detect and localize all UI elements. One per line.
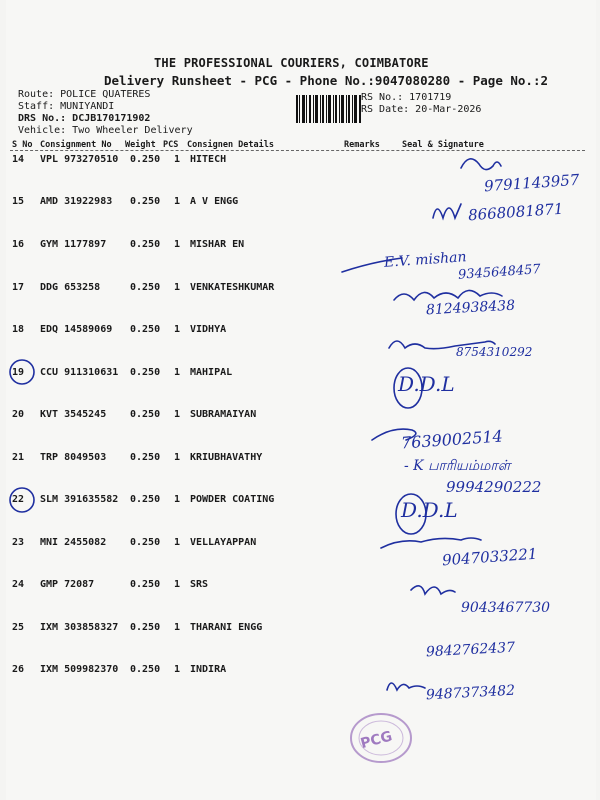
- handwritten-phone-15: 8668081871: [467, 199, 564, 225]
- col-sno: S No: [12, 140, 33, 150]
- row-weight: 0.250: [130, 239, 161, 250]
- row-consignment: GYM 1177897: [40, 239, 107, 250]
- row-weight: 0.250: [130, 537, 161, 548]
- row-pcs: 1: [174, 537, 181, 548]
- signature-26: [387, 683, 425, 690]
- row-consignment: IXM 509982370: [40, 664, 119, 675]
- row-pcs: 1: [174, 622, 181, 633]
- handwritten-phone-20: 7639002514: [400, 426, 504, 453]
- col-pcs: PCS: [163, 140, 179, 150]
- row-weight: 0.250: [130, 664, 161, 675]
- row-pcs: 1: [174, 239, 181, 250]
- row-sno: 21: [12, 452, 25, 463]
- row-consignment: TRP 8049503: [40, 452, 107, 463]
- row-sno: 20: [12, 409, 25, 420]
- handwritten-phone-18: 8754310292: [456, 345, 533, 359]
- row-consignee: KRIUBHAVATHY: [190, 452, 263, 463]
- row-pcs: 1: [174, 664, 181, 675]
- col-consignment: Consignment No: [40, 140, 112, 150]
- handwritten-name-16: E.V. mishan: [383, 249, 468, 271]
- circle-mark-row-19: [10, 360, 34, 384]
- signature-23: [381, 538, 481, 548]
- row-sno: 19: [12, 367, 25, 378]
- row-consignment: DDG 653258: [40, 282, 101, 293]
- row-weight: 0.250: [130, 494, 161, 505]
- row-consignee: INDIRA: [190, 664, 227, 675]
- handwritten-phone-14: 9791143957: [483, 170, 580, 196]
- row-weight: 0.250: [130, 154, 161, 165]
- stamp-text: PCG: [358, 728, 394, 753]
- signature-15: [433, 204, 461, 218]
- staff-label: Staff: MUNIYANDI: [18, 101, 115, 112]
- row-weight: 0.250: [130, 579, 161, 590]
- drs-number: DRS No.: DCJB170171902: [18, 113, 151, 124]
- row-pcs: 1: [174, 579, 181, 590]
- row-consignee: SUBRAMAIYAN: [190, 409, 257, 420]
- runsheet-page: [6, 0, 596, 800]
- row-weight: 0.250: [130, 196, 161, 207]
- vehicle-label: Vehicle: Two Wheeler Delivery: [18, 125, 193, 136]
- handwriting-strokes: [6, 0, 596, 800]
- row-sno: 22: [12, 494, 25, 505]
- runsheet-title: Delivery Runsheet - PCG - Phone No.:9047080280 - Page No.:2: [104, 73, 549, 88]
- row-pcs: 1: [174, 324, 181, 335]
- handwritten-phone-25: 9842762437: [425, 639, 516, 661]
- handwritten-ddl-19: D.D.L: [398, 372, 455, 396]
- row-pcs: 1: [174, 196, 181, 207]
- row-pcs: 1: [174, 154, 181, 165]
- row-weight: 0.250: [130, 324, 161, 335]
- handwritten-name-21: - K பாரியம்மாள்: [404, 458, 511, 474]
- row-consignment: CCU 911310631: [40, 367, 119, 378]
- row-sno: 23: [12, 537, 25, 548]
- company-name: THE PROFESSIONAL COURIERS, COIMBATORE: [154, 56, 429, 70]
- row-pcs: 1: [174, 494, 181, 505]
- row-consignment: MNI 2455082: [40, 537, 107, 548]
- row-sno: 17: [12, 282, 25, 293]
- col-remarks: Remarks: [344, 140, 380, 150]
- handwritten-phone-17: 8124938438: [425, 297, 516, 319]
- row-consignment: EDQ 14589069: [40, 324, 113, 335]
- row-sno: 25: [12, 622, 25, 633]
- col-seal-signature: Seal & Signature: [402, 140, 484, 150]
- row-consignment: IXM 303858327: [40, 622, 119, 633]
- circle-mark-row-22: [10, 488, 34, 512]
- row-pcs: 1: [174, 282, 181, 293]
- row-consignee: THARANI ENGG: [190, 622, 263, 633]
- row-pcs: 1: [174, 452, 181, 463]
- route-label: Route: POLICE QUATERES: [18, 89, 151, 100]
- rs-number: RS No.: 1701719: [361, 92, 452, 103]
- row-sno: 16: [12, 239, 25, 250]
- row-sno: 26: [12, 664, 25, 675]
- row-sno: 14: [12, 154, 25, 165]
- col-weight: Weight: [125, 140, 156, 150]
- row-consignee: VELLAYAPPAN: [190, 537, 257, 548]
- row-weight: 0.250: [130, 622, 161, 633]
- row-pcs: 1: [174, 367, 181, 378]
- row-weight: 0.250: [130, 409, 161, 420]
- row-consignee: POWDER COATING: [190, 494, 275, 505]
- row-weight: 0.250: [130, 367, 161, 378]
- handwritten-phone-26: 9487373482: [425, 682, 516, 704]
- row-consignee: A V ENGG: [190, 196, 239, 207]
- row-sno: 24: [12, 579, 25, 590]
- row-consignee: SRS: [190, 579, 209, 590]
- col-consignee: Consignen Details: [187, 140, 274, 150]
- handwritten-phone-21: 9994290222: [446, 478, 542, 496]
- row-consignee: HITECH: [190, 154, 227, 165]
- handwritten-phone-23: 9047033221: [441, 544, 538, 570]
- row-consignment: AMD 31922983: [40, 196, 113, 207]
- row-weight: 0.250: [130, 452, 161, 463]
- signature-14: [461, 159, 501, 170]
- row-consignment: SLM 391635582: [40, 494, 119, 505]
- row-consignee: VIDHYA: [190, 324, 227, 335]
- rs-date: RS Date: 20-Mar-2026: [361, 104, 482, 115]
- row-consignment: KVT 3545245: [40, 409, 107, 420]
- row-weight: 0.250: [130, 282, 161, 293]
- handwritten-phone-16: 9345648457: [457, 262, 542, 283]
- row-sno: 15: [12, 196, 25, 207]
- handwritten-ddl-22: D.D.L: [401, 498, 458, 522]
- row-consignee: MAHIPAL: [190, 367, 233, 378]
- row-consignee: MISHAR EN: [190, 239, 245, 250]
- row-pcs: 1: [174, 409, 181, 420]
- signature-24: [411, 586, 455, 594]
- row-consignment: VPL 973270510: [40, 154, 119, 165]
- row-consignment: GMP 72087: [40, 579, 95, 590]
- row-sno: 18: [12, 324, 25, 335]
- row-consignee: VENKATESHKUMAR: [190, 282, 275, 293]
- pcg-stamp: [346, 708, 416, 768]
- handwritten-phone-24: 9043467730: [461, 600, 551, 616]
